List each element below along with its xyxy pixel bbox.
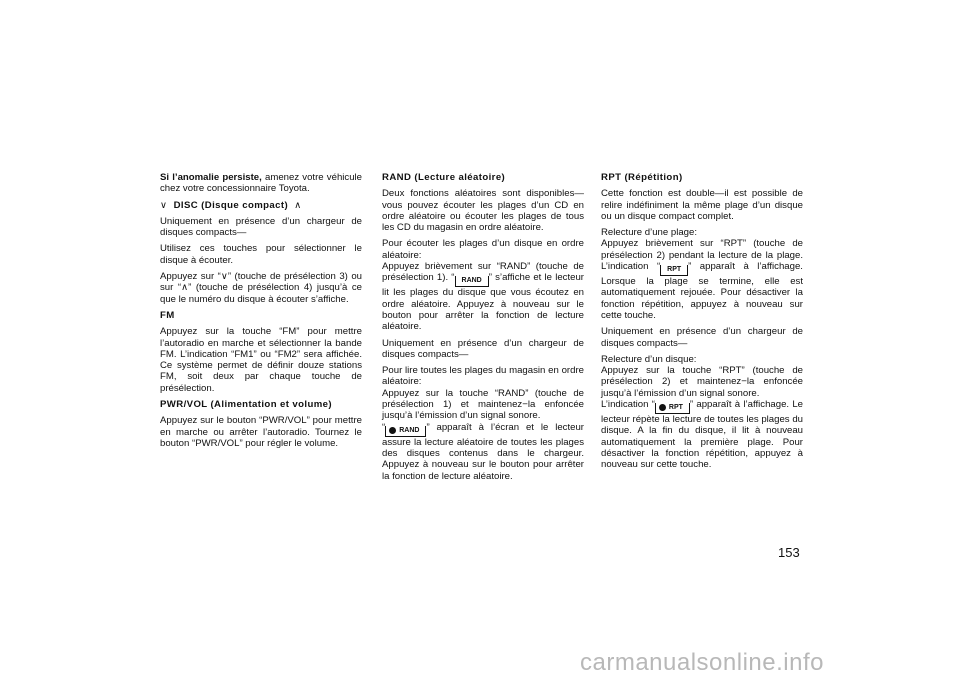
chevron-down-icon: ∨ <box>220 271 228 283</box>
rpt-paragraph-3: Uniquement en présence d’un chargeur de disques compacts— <box>601 326 803 349</box>
rand-p2-text-b: Appuyez brièvement sur “RAND” (touche de présélection 1). “ <box>382 261 584 284</box>
anomaly-paragraph <box>160 172 362 195</box>
fm-heading: FM <box>160 309 175 321</box>
disc-heading <box>160 200 362 211</box>
column-middle <box>382 172 584 487</box>
rand-p2-text-c: ” s’affiche et le lecteur lit les plages du disque que vous écoutez en ordre aléatoire. Appuyez à nouveau sur le bouton pour arrêter la fonction de lecture aléatoire. <box>382 272 584 333</box>
rand-paragraph-3: Uniquement en présence d’un chargeur de disques compacts— <box>382 337 584 360</box>
rpt-p2-text-c: ” apparaît à l’affichage. Lorsque la plage se termine, elle est automatiquement rejouée. Pour désactiver la fonction répétition, appuyez à nouveau sur cette touche. <box>601 261 803 321</box>
anomaly-lead: Si l’anomalie persiste, <box>160 172 262 183</box>
disc-title: DISC (Disque compact) <box>173 199 289 211</box>
disc-rand-indicator-icon: RAND <box>385 426 426 437</box>
chevron-up-icon: ∧ <box>294 199 302 211</box>
rpt-paragraph-2 <box>601 227 803 321</box>
rand-p4-text-d: ” apparaît à l’écran et le lecteur assure la lecture aléatoire de toutes les plages des disques contenus dans le chargeur. Appuyez à nouveau sur le bouton pour arrêter la fonction de lecture aléatoire. <box>382 421 584 482</box>
rpt-paragraph-4 <box>601 354 803 471</box>
page-number: 153 <box>778 545 800 560</box>
rand-paragraph-2 <box>382 238 584 332</box>
rand-p4-text-c: “ <box>382 421 386 433</box>
rpt-indicator-icon: RPT <box>660 265 688 276</box>
chevron-up-icon: ∧ <box>181 282 189 294</box>
anomaly-rest: amenez votre véhicule chez votre concessionnaire Toyota. <box>160 172 363 195</box>
fm-paragraph: Appuyez sur la touche “FM” pour mettre l’autoradio en marche et sélectionner la bande FM. L’indication “FM1” ou “FM2” sera affichée. Ce système permet de définir douze stations FM, soit deux par chaque touche de présélection. <box>160 326 362 394</box>
rand-p2-text-a: Pour écouter les plages d’un disque en ordre aléatoire: <box>382 238 584 261</box>
disc-rpt-indicator-icon: RPT <box>655 403 690 414</box>
rpt-heading: RPT (Répétition) <box>601 172 683 183</box>
disc-p3-text-b: ” (touche de présélection 3) ou sur “ <box>160 271 362 294</box>
rpt-paragraph-1: Cette fonction est double—il est possible de relire indéfiniment la même plage d’un disque ou un disque compact complet. <box>601 188 803 222</box>
chevron-down-icon: ∨ <box>160 199 168 211</box>
pwr-vol-heading: PWR/VOL (Alimentation et volume) <box>160 399 332 411</box>
rpt-p4-text-c: L’indication “ <box>601 399 655 411</box>
disc-paragraph-1: Uniquement en présence d’un chargeur de disques compacts— <box>160 215 362 239</box>
rpt-p2-text-b: Appuyez brièvement sur “RPT” (touche de présélection 2) pendant la lecture de la plage. L’indication “ <box>601 238 803 273</box>
rand-paragraph-1: Deux fonctions aléatoires sont disponibles—vous pouvez écouter les plages d’un CD en ordre aléatoire ou écouter les plages de tous les CD du magasin en ordre aléatoire. <box>382 188 584 234</box>
rpt-p2-text-a: Relecture d’une plage: <box>601 227 698 239</box>
rand-heading: RAND (Lecture aléatoire) <box>382 172 506 183</box>
rand-paragraph-4 <box>382 365 584 482</box>
rpt-p4-text-b: Appuyez sur la touche “RPT” (touche de présélection 2) et maintenez−la enfoncée jusqu’à l’émission d’un signal sonore. <box>601 365 803 399</box>
column-left <box>160 172 362 454</box>
disc-p3-text-c: ” (touche de présélection 4) jusqu’à ce que le numéro du disque à écouter s’affiche. <box>160 282 362 305</box>
watermark: carmanualsonline.info <box>580 649 824 676</box>
rpt-p4-text-a: Relecture d’un disque: <box>601 353 697 365</box>
column-right <box>601 172 803 476</box>
rpt-p4-text-d: ” apparaît à l’affichage. Le lecteur répète la lecture de toutes les plages du disque. A la fin du disque, il lit à nouveau automatiquement la première plage. Pour désactiver la fonction répétition, appuyez à nouveau sur cette touche. <box>601 399 803 471</box>
disc-paragraph-2: Utilisez ces touches pour sélectionner le disque à écouter. <box>160 243 362 266</box>
rand-indicator-icon: RAND <box>455 276 489 287</box>
rand-p4-text-b: Appuyez sur la touche “RAND” (touche de présélection 1) et maintenez−la enfoncée jusqu’à l’émission d’un signal sonore. <box>382 387 584 422</box>
disc-p3-text-a: Appuyez sur “ <box>160 271 221 283</box>
disc-paragraph-3 <box>160 271 362 305</box>
rand-p4-text-a: Pour lire toutes les plages du magasin en ordre aléatoire: <box>382 365 584 388</box>
pwr-vol-paragraph: Appuyez sur le bouton “PWR/VOL” pour mettre en marche ou arrêter l’autoradio. Tournez le bouton “PWR/VOL” pour régler le volume. <box>160 415 362 449</box>
